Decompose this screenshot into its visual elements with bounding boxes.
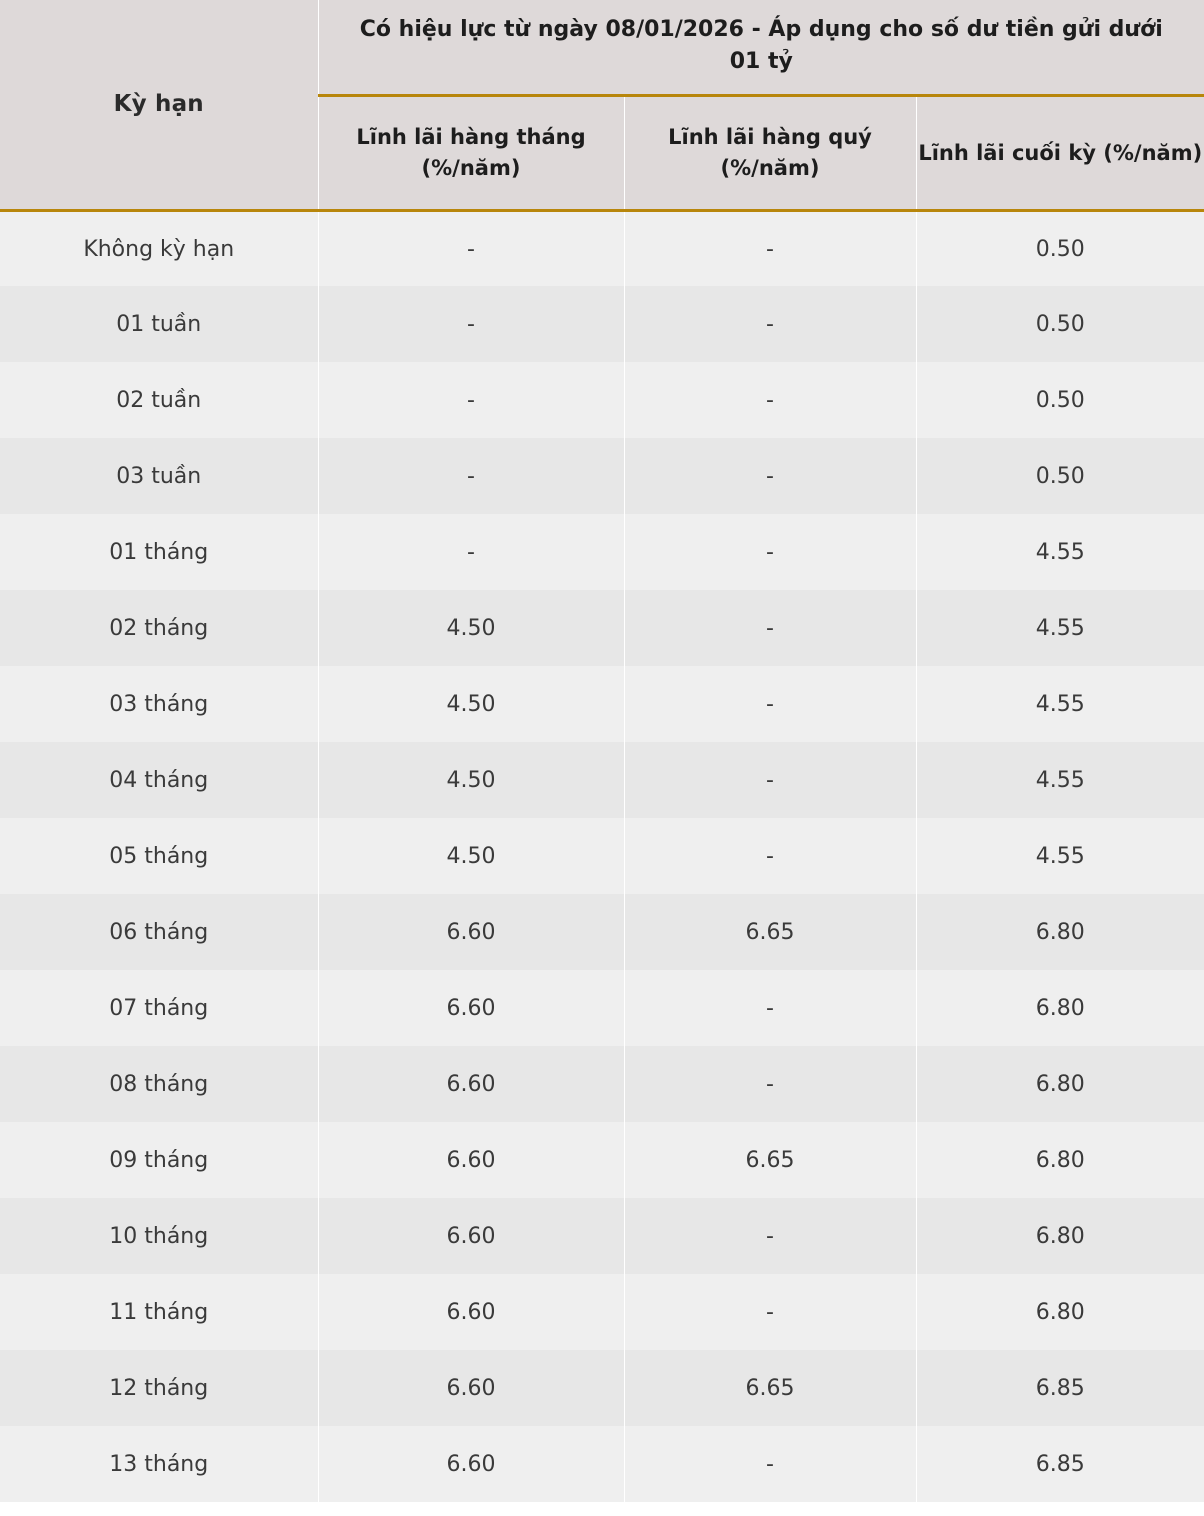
cell-term: 02 tuần [0, 362, 318, 438]
table-row [0, 666, 1204, 742]
cell-end: 6.80 [916, 970, 1204, 1046]
cell-quarterly: - [624, 1426, 916, 1502]
table-row [0, 1046, 1204, 1122]
cell-monthly: 6.60 [318, 894, 624, 970]
cell-quarterly: - [624, 818, 916, 894]
cell-quarterly: 6.65 [624, 1122, 916, 1198]
cell-quarterly: - [624, 1198, 916, 1274]
cell-quarterly: - [624, 210, 916, 286]
header-end-of-term-interest: Lĩnh lãi cuối kỳ (%/năm) [916, 95, 1204, 210]
cell-monthly: - [318, 514, 624, 590]
cell-end: 4.55 [916, 742, 1204, 818]
cell-monthly: 6.60 [318, 970, 624, 1046]
cell-term: 09 tháng [0, 1122, 318, 1198]
cell-quarterly: - [624, 286, 916, 362]
cell-end: 0.50 [916, 286, 1204, 362]
cell-quarterly: - [624, 970, 916, 1046]
cell-monthly: 4.50 [318, 818, 624, 894]
cell-term: Không kỳ hạn [0, 210, 318, 286]
header-effective-date-note: Có hiệu lực từ ngày 08/01/2026 - Áp dụng cho số dư tiền gửi dưới 01 tỷ [318, 0, 1204, 95]
cell-quarterly: - [624, 514, 916, 590]
cell-quarterly: - [624, 742, 916, 818]
cell-end: 4.55 [916, 590, 1204, 666]
cell-term: 12 tháng [0, 1350, 318, 1426]
cell-end: 6.85 [916, 1350, 1204, 1426]
table-row [0, 1350, 1204, 1426]
cell-term: 03 tuần [0, 438, 318, 514]
cell-term: 11 tháng [0, 1274, 318, 1350]
table-row [0, 514, 1204, 590]
table-row [0, 818, 1204, 894]
cell-end: 4.55 [916, 666, 1204, 742]
cell-term: 06 tháng [0, 894, 318, 970]
cell-monthly: - [318, 438, 624, 514]
table-header [0, 0, 1204, 210]
cell-monthly: 4.50 [318, 742, 624, 818]
table-row [0, 1274, 1204, 1350]
cell-end: 4.55 [916, 818, 1204, 894]
cell-quarterly: - [624, 590, 916, 666]
cell-monthly: - [318, 210, 624, 286]
cell-term: 04 tháng [0, 742, 318, 818]
header-monthly-interest: Lĩnh lãi hàng tháng (%/năm) [318, 95, 624, 210]
cell-monthly: 6.60 [318, 1198, 624, 1274]
cell-monthly: 4.50 [318, 590, 624, 666]
cell-end: 0.50 [916, 438, 1204, 514]
header-quarterly-interest: Lĩnh lãi hàng quý (%/năm) [624, 95, 916, 210]
cell-monthly: - [318, 362, 624, 438]
cell-quarterly: - [624, 362, 916, 438]
cell-quarterly: 6.65 [624, 1350, 916, 1426]
table-row [0, 1198, 1204, 1274]
table-row [0, 1426, 1204, 1502]
cell-monthly: 6.60 [318, 1426, 624, 1502]
header-term: Kỳ hạn [0, 0, 318, 210]
table-row [0, 894, 1204, 970]
table-row [0, 362, 1204, 438]
cell-end: 6.80 [916, 1122, 1204, 1198]
cell-end: 6.80 [916, 1274, 1204, 1350]
cell-quarterly: - [624, 1274, 916, 1350]
cell-monthly: 6.60 [318, 1350, 624, 1426]
cell-monthly: 6.60 [318, 1274, 624, 1350]
cell-end: 6.80 [916, 1198, 1204, 1274]
table-row [0, 970, 1204, 1046]
cell-end: 6.85 [916, 1426, 1204, 1502]
cell-quarterly: - [624, 1046, 916, 1122]
cell-term: 10 tháng [0, 1198, 318, 1274]
cell-term: 01 tháng [0, 514, 318, 590]
cell-term: 01 tuần [0, 286, 318, 362]
cell-term: 07 tháng [0, 970, 318, 1046]
cell-monthly: 6.60 [318, 1046, 624, 1122]
cell-quarterly: 6.65 [624, 894, 916, 970]
cell-end: 4.55 [916, 514, 1204, 590]
cell-monthly: - [318, 286, 624, 362]
table-row [0, 438, 1204, 514]
table-row [0, 590, 1204, 666]
cell-end: 6.80 [916, 1046, 1204, 1122]
cell-term: 02 tháng [0, 590, 318, 666]
cell-monthly: 4.50 [318, 666, 624, 742]
cell-end: 0.50 [916, 362, 1204, 438]
cell-term: 03 tháng [0, 666, 318, 742]
table-row [0, 1122, 1204, 1198]
cell-monthly: 6.60 [318, 1122, 624, 1198]
table-row [0, 742, 1204, 818]
cell-end: 0.50 [916, 210, 1204, 286]
cell-term: 08 tháng [0, 1046, 318, 1122]
cell-quarterly: - [624, 666, 916, 742]
table-row [0, 286, 1204, 362]
cell-end: 6.80 [916, 894, 1204, 970]
table-row [0, 210, 1204, 286]
table-body [0, 210, 1204, 1502]
cell-term: 13 tháng [0, 1426, 318, 1502]
cell-term: 05 tháng [0, 818, 318, 894]
cell-quarterly: - [624, 438, 916, 514]
